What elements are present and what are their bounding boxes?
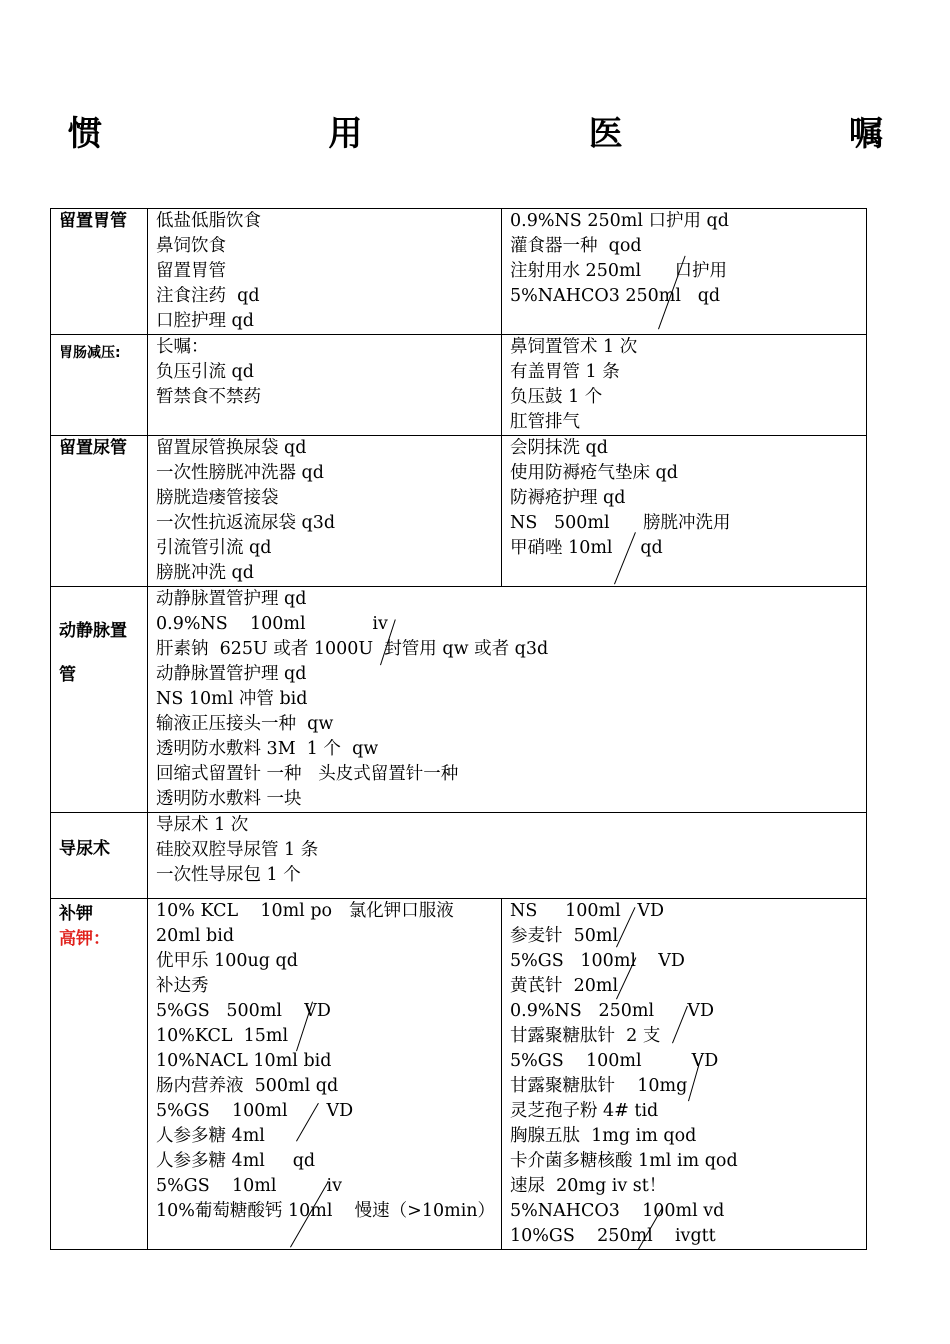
order-line: 5%GS 500ml VD <box>156 1001 331 1021</box>
order-line: 鼻饲置管术 1 次 <box>510 337 638 357</box>
row-label: 留置尿管 <box>51 436 148 587</box>
orders-table <box>50 208 867 1250</box>
order-line: 甲硝唑 10ml qd <box>510 538 663 558</box>
table-row <box>51 813 867 899</box>
order-line: 10% KCL 10ml po 氯化钾口服液 20ml bid <box>156 901 460 946</box>
order-line: 0.9%NS 250ml 口护用 qd <box>510 211 729 231</box>
order-line: 膀胱冲洗 qd <box>156 563 254 583</box>
order-line: 参麦针 50ml <box>510 926 619 946</box>
order-line: 10%NACL 10ml bid <box>156 1051 332 1071</box>
order-line: 5%GS 100ml VD <box>510 951 685 971</box>
row-label: 胃肠减压: <box>51 335 148 436</box>
order-line: 一次性膀胱冲洗器 qd <box>156 463 324 483</box>
order-line: 一次性抗返流尿袋 q3d <box>156 513 336 533</box>
order-line: 一次性导尿包 1 个 <box>156 865 301 885</box>
order-line: 注食注药 qd <box>156 286 260 306</box>
order-line: 肠内营养液 500ml qd <box>156 1076 339 1096</box>
title-char: 用 <box>328 113 363 154</box>
order-line: 10%GS 250ml ivgtt <box>510 1226 716 1246</box>
order-line: 负压引流 qd <box>156 362 254 382</box>
order-line: 人参多糖 4ml qd <box>156 1151 316 1171</box>
table-row <box>51 209 867 335</box>
right-column <box>502 436 867 587</box>
left-column <box>148 209 502 335</box>
order-line: NS 500ml 膀胱冲洗用 <box>510 513 731 533</box>
title-char: 嘱 <box>848 113 883 154</box>
order-line: NS 10ml 冲管 bid <box>156 689 308 709</box>
high-potassium-label: 高钾： <box>59 929 110 949</box>
order-line: 引流管引流 qd <box>156 538 272 558</box>
order-line: 口腔护理 qd <box>156 311 254 331</box>
table-row <box>51 335 867 436</box>
left-column <box>148 436 502 587</box>
order-line: 动静脉置管护理 qd <box>156 589 307 609</box>
left-column <box>148 899 502 1250</box>
order-line: 肛管排气 <box>510 412 580 432</box>
order-line: 5%GS 100ml VD <box>156 1101 354 1121</box>
order-line: 10%KCL 15ml <box>156 1026 289 1046</box>
order-line: 卡介菌多糖核酸 1ml im qod <box>510 1151 738 1171</box>
order-line: 优甲乐 100ug qd <box>156 951 298 971</box>
document-title <box>68 108 883 152</box>
order-line: 人参多糖 4ml <box>156 1126 265 1146</box>
order-line: 长嘱： <box>156 337 209 357</box>
order-line: 速尿 20mg iv st！ <box>510 1176 667 1196</box>
title-char: 医 <box>588 113 623 154</box>
order-line: 补达秀 <box>156 976 209 996</box>
full-width-column <box>148 587 867 813</box>
row-label: 留置胃管 <box>51 209 148 335</box>
table-row <box>51 436 867 587</box>
order-line: 有盖胃管 1 条 <box>510 362 620 382</box>
order-line: 10%葡萄糖酸钙 10ml 慢速（>10min） <box>156 1201 496 1221</box>
order-line: 0.9%NS 100ml iv <box>156 614 388 634</box>
order-line: 鼻饲饮食 <box>156 236 226 256</box>
order-line: 5%NAHCO3 250ml qd <box>510 286 721 306</box>
order-line: 膀胱造瘘管接袋 <box>156 488 279 508</box>
order-line: 动静脉置管护理 qd <box>156 664 307 684</box>
full-width-column <box>148 813 867 899</box>
right-column <box>502 209 867 335</box>
order-line: 胸腺五肽 1mg im qod <box>510 1126 697 1146</box>
row-label: 导尿术 <box>51 813 148 899</box>
order-line: 回缩式留置针 一种 头皮式留置针一种 <box>156 764 459 784</box>
left-column <box>148 335 502 436</box>
order-line: 甘露聚糖肽针 2 支 <box>510 1026 661 1046</box>
order-line: 暂禁食不禁药 <box>156 387 261 407</box>
order-line: 使用防褥疮气垫床 qd <box>510 463 678 483</box>
right-column <box>502 335 867 436</box>
order-line: 硅胶双腔导尿管 1 条 <box>156 840 319 860</box>
order-line: 会阴抹洗 qd <box>510 438 608 458</box>
row-label: 动静脉置 管 <box>51 587 148 813</box>
order-line: 5%GS 10ml iv <box>156 1176 342 1196</box>
table-row <box>51 587 867 813</box>
order-line: 灵芝孢子粉 4# tid <box>510 1101 659 1121</box>
row-label: 补钾 高钾： <box>51 899 148 1250</box>
order-line: 灌食器一种 qod <box>510 236 642 256</box>
order-line: 透明防水敷料 3M 1 个 qw <box>156 739 379 759</box>
order-line: 导尿术 1 次 <box>156 815 249 835</box>
order-line: 0.9%NS 250ml VD <box>510 1001 715 1021</box>
right-column <box>502 899 867 1250</box>
order-line: 输液正压接头一种 qw <box>156 714 334 734</box>
order-line: 留置尿管换尿袋 qd <box>156 438 307 458</box>
order-line: 肝素钠 625U 或者 1000U 封管用 qw 或者 q3d <box>156 639 549 659</box>
order-line: 注射用水 250ml 口护用 <box>510 261 728 281</box>
order-line: 5%GS 100ml VD <box>510 1051 719 1071</box>
order-line: 甘露聚糖肽针 10mg <box>510 1076 688 1096</box>
order-line: 5%NAHCO3 100ml vd <box>510 1201 725 1221</box>
order-line: 防褥疮护理 qd <box>510 488 626 508</box>
order-line: 留置胃管 <box>156 261 226 281</box>
order-line: 负压鼓 1 个 <box>510 387 603 407</box>
order-line: 黄芪针 20ml <box>510 976 619 996</box>
order-line: 透明防水敷料 一块 <box>156 789 302 809</box>
order-line: NS 100ml VD <box>510 901 665 921</box>
table-row <box>51 899 867 1250</box>
order-line: 低盐低脂饮食 <box>156 211 261 231</box>
title-char: 惯 <box>68 113 102 154</box>
